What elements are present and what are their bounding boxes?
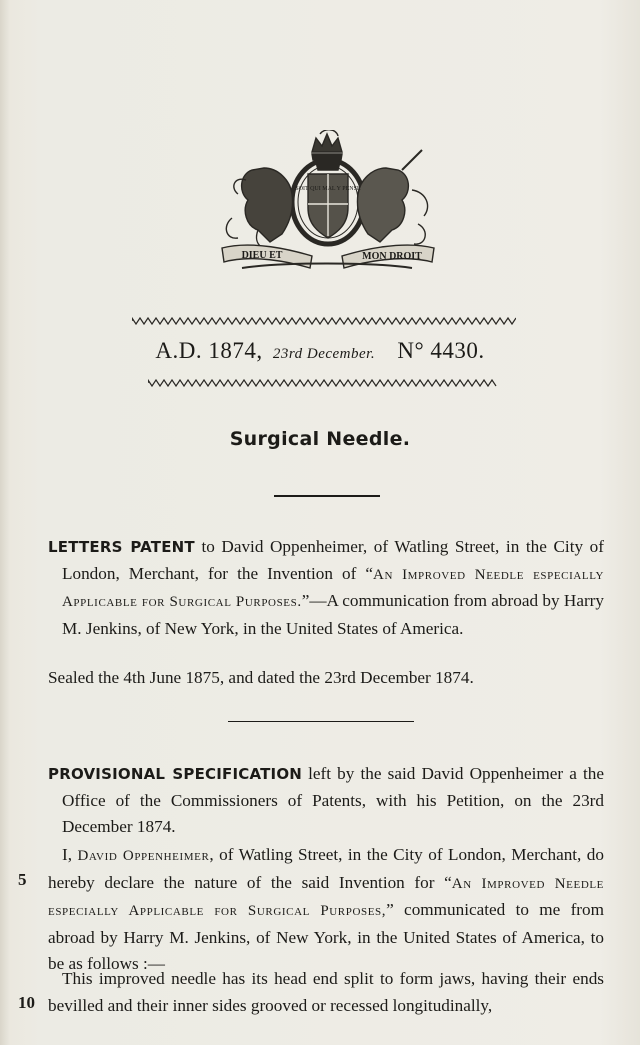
declaration-text-c: ” communicated to me from abroad by Harry M. Jenkins, of New York, in the United States of America, to be as follows :— bbox=[48, 900, 604, 974]
declaration-text-a: I, bbox=[62, 845, 78, 864]
line-number-10: 10 bbox=[18, 993, 35, 1012]
date-and-number-line bbox=[0, 338, 640, 364]
provisional-lead: PROVISIONAL SPECIFICATION bbox=[48, 765, 303, 783]
body-paragraph bbox=[48, 966, 604, 1019]
sealed-paragraph: Sealed the 4th June 1875, and dated the 23rd December 1874. bbox=[48, 668, 474, 687]
patent-title: Surgical Needle. bbox=[229, 428, 411, 450]
line-number-5: 5 bbox=[18, 870, 27, 889]
provisional-text: left by the said David Oppenheimer a the Office of the Commissioners of Patents, with his Petition, on the 23rd December 1874. bbox=[62, 764, 604, 837]
letters-patent-invention: An Improved Needle especially Applicable for Surgical Purposes. bbox=[62, 566, 604, 611]
letters-patent-text-b: ”—A communication from abroad by Harry M. Jenkins, of New York, in the United States of America. bbox=[62, 591, 604, 638]
provisional-specification-paragraph bbox=[48, 761, 604, 841]
royal-coat-of-arms bbox=[212, 130, 442, 278]
crest-motto-left: DIEU ET bbox=[241, 250, 283, 261]
section-divider bbox=[228, 721, 414, 722]
title-divider bbox=[274, 495, 380, 497]
declaration-invention: An Improved Needle especially Applicable for Surgical Purposes, bbox=[48, 875, 604, 920]
letters-patent-lead: LETTERS PATENT bbox=[48, 538, 195, 556]
declaration-text-b: , of Watling Street, in the City of London, Merchant, do hereby declare the nature of the said Invention for “ bbox=[48, 845, 604, 892]
letters-patent-paragraph bbox=[48, 534, 604, 642]
letters-patent-text-a: to David Oppenheimer, of Watling Street, in the City of London, Merchant, for the Invention of “ bbox=[62, 537, 604, 583]
crest-garter-motto: SOIT QUI MAL Y PENSE bbox=[295, 186, 361, 192]
declaration-paragraph bbox=[48, 842, 604, 978]
declaration-name: David Oppenheimer bbox=[77, 848, 210, 864]
patent-number: N° 4430. bbox=[397, 338, 485, 363]
decorative-wavy-rule-top bbox=[132, 316, 516, 326]
sealed-date: 23rd December. bbox=[272, 346, 376, 362]
decorative-wavy-rule-bottom bbox=[148, 378, 498, 388]
year-line: A.D. 1874, bbox=[155, 338, 263, 363]
crest-motto-right: MON DROIT bbox=[362, 251, 422, 262]
body-text: This improved needle has its head end split to form jaws, having their ends bevilled and their inner sides grooved or recessed longitudinally, bbox=[48, 969, 604, 1015]
